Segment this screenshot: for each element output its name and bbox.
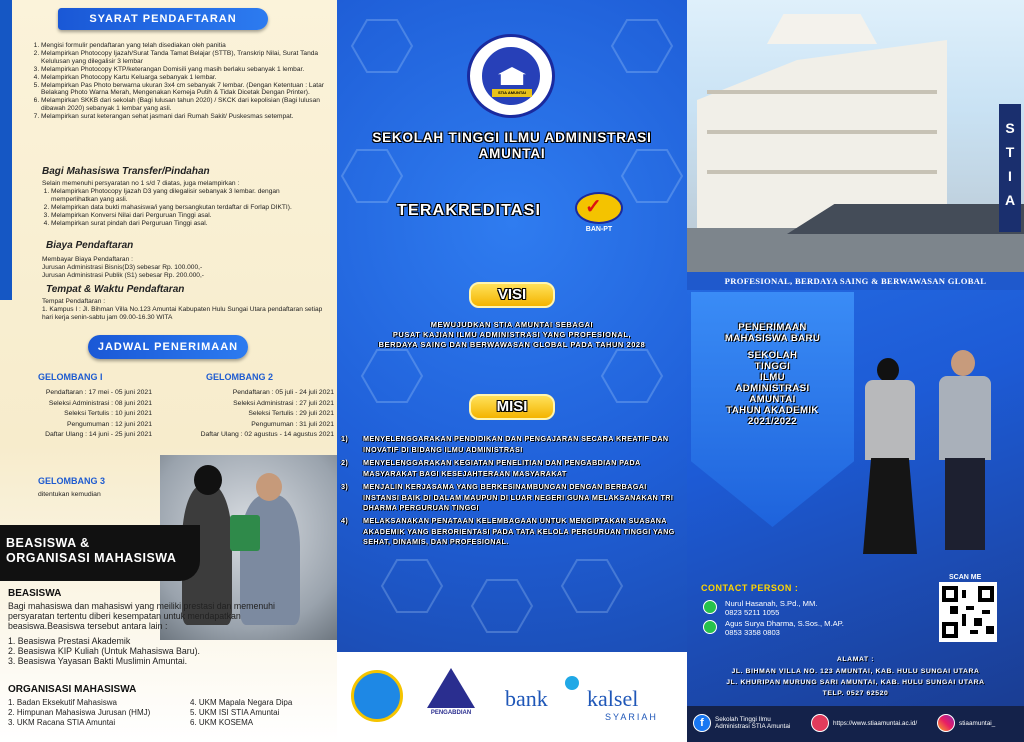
banpt-text: BAN-PT [585, 226, 613, 233]
tempat-intro: Tempat Pendaftaran : [42, 298, 106, 305]
gelombang3-text: ditentukan kemudian [38, 491, 101, 498]
gelombang1-schedule [12, 388, 152, 441]
transfer-item: 1. Melampirkan Photocopy Ijazah D3 yang dilegalisir sebanyak 3 lembar. dengan memperlihatkan yang asli. [51, 188, 327, 204]
gelombang2-schedule [160, 388, 334, 441]
jadwal-title: JADWAL PENERIMAAN [97, 341, 239, 353]
misi-text: MELAKSANAKAN PENATAAN KELEMBAGAAN UNTUK MENCIPTAKAN SUASANA AKADEMIK YANG BERORIENTASI PADA TATA KELOLA PERGURUAN TINGGI YANG SEHAT, DINAMIS, DAN PROFESIONAL. [363, 516, 675, 547]
syarat-item: 7. Melampirkan surat keterangan sehat jasmani dari Rumah Sakit/ Puskesmas setempat. [41, 113, 327, 121]
tagline: PROFESIONAL, BERDAYA SAING & BERWAWASAN GLOBAL [687, 272, 1024, 290]
facebook-text[interactable]: Sekolah Tinggi Ilmu Administrasi STIA Amuntai [715, 716, 791, 730]
syarat-item: 2. Melampirkan Photocopy Ijazah/Surat Tanda Tamat Belajar (STTB), Transkrip Nilai, Surat Tanda Kelulusan yang dilegalisir 3 lembar [41, 50, 327, 66]
misi-number: 2) [341, 458, 349, 467]
misi-text: MENYELENGGARAKAN KEGIATAN PENELITIAN DAN PENGABDIAN PADA MASYARAKAT BAGI KESEJAHTERAAN MASYARAKAT [363, 458, 641, 478]
pengabdian-logo [421, 668, 481, 724]
address-line: JL. BIHMAN VILLA NO. 123 AMUNTAI, KAB. HULU SUNGAI UTARA [731, 668, 980, 675]
shield-line: MAHASISWA BARU [724, 333, 821, 344]
biaya-intro: Membayar Biaya Pendaftaran : [42, 256, 133, 263]
check-icon: ✓ [585, 196, 602, 218]
shield-text [691, 322, 854, 427]
beasiswa-item: 1. Beasiswa Prestasi Akademik [8, 636, 131, 646]
ormawa-title: ORGANISASI MAHASISWA [8, 684, 137, 695]
sign-letter: A [1004, 192, 1016, 208]
syarat-item: 1. Mengisi formulir pendaftaran yang telah disediakan oleh panitia [41, 42, 327, 50]
student-male-head [256, 473, 282, 501]
website-text[interactable]: https://www.stiaamuntai.ac.id/ [833, 720, 918, 727]
biaya-item: Jurusan Administrasi Bisnis(D3) sebesar Rp. 100.000,- [42, 263, 203, 271]
student-female-head [194, 465, 222, 495]
left-panel [0, 0, 337, 742]
akreditasi-label: TERAKREDITASI [397, 202, 542, 219]
ormawa-col1 [8, 698, 150, 728]
stia-logo-emblem [480, 45, 542, 107]
biaya-title: Biaya Pendaftaran [46, 240, 134, 251]
bank-word: bank [505, 686, 548, 711]
syarat-title: SYARAT PENDAFTARAN [89, 13, 237, 25]
tempat-block [42, 298, 327, 322]
gelombang3-title: GELOMBANG 3 [38, 476, 106, 486]
gel2-line: Seleksi Administrasi : 27 juli 2021 [233, 399, 334, 407]
left-accent-stripe [0, 0, 12, 300]
syarat-item: 3. Melampirkan Photocopy KTP/keterangan Domisili yang masih berlaku sebanyak 1 lembar. [41, 66, 327, 74]
beasiswa-list [8, 636, 200, 666]
ormawa-col2 [190, 698, 292, 728]
instagram-text[interactable]: stiaamuntai_ [959, 720, 996, 727]
syarat-ribbon [58, 8, 268, 30]
gel1-line: Pendaftaran : 17 mei - 05 juni 2021 [45, 389, 152, 396]
transfer-block [42, 180, 327, 227]
misi-text: MENYELENGGARAKAN PENDIDIKAN DAN PENGAJARAN SECARA KREATIF DAN INOVATIF DI BIDANG ILMU ADMINISTRASI [363, 434, 669, 454]
contact-name: Agus Surya Dharma, S.Sos., M.AP. [725, 619, 844, 628]
address-line: JL. KHURIPAN MURUNG SARI AMUNTAI, KAB. HULU SUNGAI UTARA [726, 679, 985, 686]
misi-item [341, 458, 683, 482]
misi-item [341, 516, 683, 560]
gel1-line: Seleksi Administrasi : 08 juni 2021 [48, 399, 152, 407]
whatsapp-icon [703, 620, 717, 634]
shield-line: 2021/2022 [748, 416, 797, 427]
alamat-label: ALAMAT : [836, 656, 875, 663]
shield-line: PENERIMAAN [738, 322, 807, 333]
tempat-title: Tempat & Waktu Pendaftaran [46, 284, 185, 295]
scan-label: SCAN ME [949, 574, 982, 581]
students-standing-photo [855, 340, 1021, 572]
pengabdian-text: PENGABDIAN [430, 710, 472, 716]
transfer-title: Bagi Mahasiswa Transfer/Pindahan [42, 166, 210, 177]
beasiswa-item: 3. Beasiswa Yayasan Bakti Muslimin Amuntai. [8, 656, 188, 666]
misi-label: MISI [496, 398, 528, 415]
beasiswa-text: Bagi mahasiswa dan mahasiswi yang meiliki prestasi dan memenuhi persyaratan tertentu diberi kesempatan untuk mendapatkan beasiswa.Beasiswa tersebut antara lain : [8, 601, 275, 631]
banpt-logo [569, 192, 629, 240]
transfer-item: 2. Melampirkan data bukti mahasiswa/i yang bersangkutan terdaftar di Forlap DIKTI). [51, 204, 327, 212]
bank-kalsel-logo [505, 672, 675, 726]
logo-sub-text: STIA AMUNTAI [492, 89, 532, 97]
gel2-line: Daftar Ulang : 02 agustus - 14 agustus 2021 [200, 431, 334, 438]
transfer-item: 3. Melampirkan Konversi Nilai dari Perguruan Tinggi asal. [51, 212, 327, 220]
beasiswa-band-line: ORGANISASI MAHASISWA [6, 551, 177, 565]
shield-line: TINGGI [754, 361, 791, 372]
contact-phone[interactable]: 0853 3358 0803 [725, 627, 780, 637]
instagram-icon[interactable] [937, 714, 955, 732]
whatsapp-icon [703, 600, 717, 614]
beasiswa-band-line: BEASISWA & [6, 536, 90, 550]
gel1-line: Pengumuman : 12 juni 2021 [66, 420, 152, 428]
gel2-line: Pengumuman : 31 juli 2021 [251, 420, 334, 428]
gel2-line: Pendaftaran : 05 juli - 24 juli 2021 [232, 389, 334, 396]
qr-pattern [942, 585, 994, 639]
book-prop [230, 515, 260, 551]
stia-logo [467, 34, 555, 118]
visi-line: MEWUJUDKAN STIA AMUNTAI SEBAGAI [430, 320, 594, 329]
shield-line: ILMU [759, 372, 786, 383]
tempat-text: 1. Kampus I : Jl. Bihman Villa No.123 Amuntai Kabupaten Hulu Sungai Utara pendaftaran setiap hari kerja senin-sabtu jam 09.00-16.30 WITA [42, 305, 323, 321]
shield-line: ADMINISTRASI [735, 383, 810, 394]
syarat-list [32, 42, 327, 121]
beasiswa-title: BEASISWA [8, 588, 62, 599]
misi-badge [469, 394, 555, 420]
shield-line: AMUNTAI [749, 394, 796, 405]
ormawa-item: 3. UKM Racana STIA Amuntai [8, 718, 116, 727]
right-panel [687, 0, 1024, 742]
ormawa-item: 5. UKM ISI STIA Amuntai [190, 708, 280, 717]
biaya-block [42, 256, 327, 280]
campus-building-photo [687, 0, 1024, 272]
gelombang1-title: GELOMBANG I [38, 372, 103, 382]
misi-number: 3) [341, 482, 349, 491]
gel2-line: Seleksi Tertulis : 29 juli 2021 [248, 410, 334, 417]
visi-line: PUSAT KAJIAN ILMU ADMINISTRASI YANG PROFESIONAL, [392, 330, 632, 339]
beasiswa-band-title [6, 536, 176, 566]
sign-letter: S [1005, 120, 1015, 136]
stia-sign [999, 104, 1021, 232]
syarat-item: 6. Melampirkan SKKB dari sekolah (Bagi lulusan tahun 2020) / SKCK dari kepolisian (Bagi lulusan dibawah 2020) sebanyak 1 lembar yang asli. [41, 97, 327, 113]
misi-number: 4) [341, 516, 349, 525]
ormawa-item: 6. UKM KOSEMA [190, 718, 254, 727]
web-icon[interactable] [811, 714, 829, 732]
sign-letter: T [1005, 144, 1015, 160]
syarat-item: 5. Melampirkan Pas Photo berwarna ukuran 3x4 cm sebanyak 7 lembar. (Dengan Ketentuan : Latar Belakang Photo Warna Merah, Mengenakan Kemeja Putih & Tidak Dicetak Dengan Printer). [41, 82, 327, 98]
syariah-word: SYARIAH [605, 712, 658, 722]
contact-title: CONTACT PERSON : [701, 583, 799, 593]
transfer-item: 4. Melampirkan surat pindah dari Perguruan Tinggi asal. [51, 220, 327, 228]
biaya-item: Jurusan Administrasi Publik (S1) sebesar Rp. 200.000,- [42, 271, 204, 279]
visi-text [337, 320, 687, 350]
partner-logos [337, 652, 687, 742]
visi-badge [469, 282, 555, 308]
ormawa-item: 1. Badan Eksekutif Mahasiswa [8, 698, 117, 707]
contact-entry [725, 620, 844, 637]
misi-number: 1) [341, 434, 349, 443]
ormawa-item: 4. UKM Mapala Negara Dipa [190, 698, 293, 707]
middle-panel [337, 0, 687, 742]
visi-line: BERDAYA SAING DAN BERWAWASAN GLOBAL PADA TAHUN 2028 [378, 340, 646, 349]
shield-line: SEKOLAH [747, 350, 798, 361]
contact-name: Nurul Hasanah, S.Pd., MM. [725, 599, 818, 608]
beasiswa-item: 2. Beasiswa KIP Kuliah (Untuk Mahasiswa Baru). [8, 646, 200, 656]
misi-text: MENJALIN KERJASAMA YANG BERKESINAMBUNGAN DENGAN BERBAGAI INSTANSI BAIK DI DALAM MAUPUN DI LUAR NEGERI GUNA MELAKSANAKAN TRI DHARMA PERGURUAN TINGGI [363, 482, 674, 513]
gelombang2-title: GELOMBANG 2 [206, 372, 274, 382]
misi-item [341, 434, 683, 458]
school-title [337, 130, 687, 162]
ormawa-item: 2. Himpunan Mahasiswa Jurusan (HMJ) [8, 708, 151, 717]
address-line: TELP. 0527 62520 [822, 690, 889, 697]
contact-entry [725, 600, 817, 617]
jadwal-ribbon [88, 335, 248, 359]
misi-item [341, 482, 683, 516]
gel1-line: Daftar Ulang : 14 juni - 25 juni 2021 [45, 431, 152, 438]
contact-phone[interactable]: 0823 5211 1055 [725, 607, 780, 617]
kalsel-word: kalsel [587, 686, 639, 711]
tut-wuri-logo [351, 670, 403, 722]
school-title-line: SEKOLAH TINGGI ILMU ADMINISTRASI [372, 130, 652, 145]
qr-code[interactable] [939, 582, 997, 642]
syarat-item: 4. Melampirkan Photocopy Kartu Keluarga sebanyak 1 lembar. [41, 74, 327, 82]
sign-letter: I [1008, 168, 1012, 184]
gel1-line: Seleksi Tertulis : 10 juni 2021 [64, 410, 152, 417]
shield-line: TAHUN AKADEMIK [726, 405, 819, 416]
facebook-icon[interactable]: f [693, 714, 711, 732]
visi-label: VISI [497, 286, 527, 303]
school-title-line: AMUNTAI [478, 146, 546, 161]
transfer-intro: Selain memenuhi persyaratan no 1 s/d 7 diatas, juga melampirkan : [42, 180, 240, 187]
